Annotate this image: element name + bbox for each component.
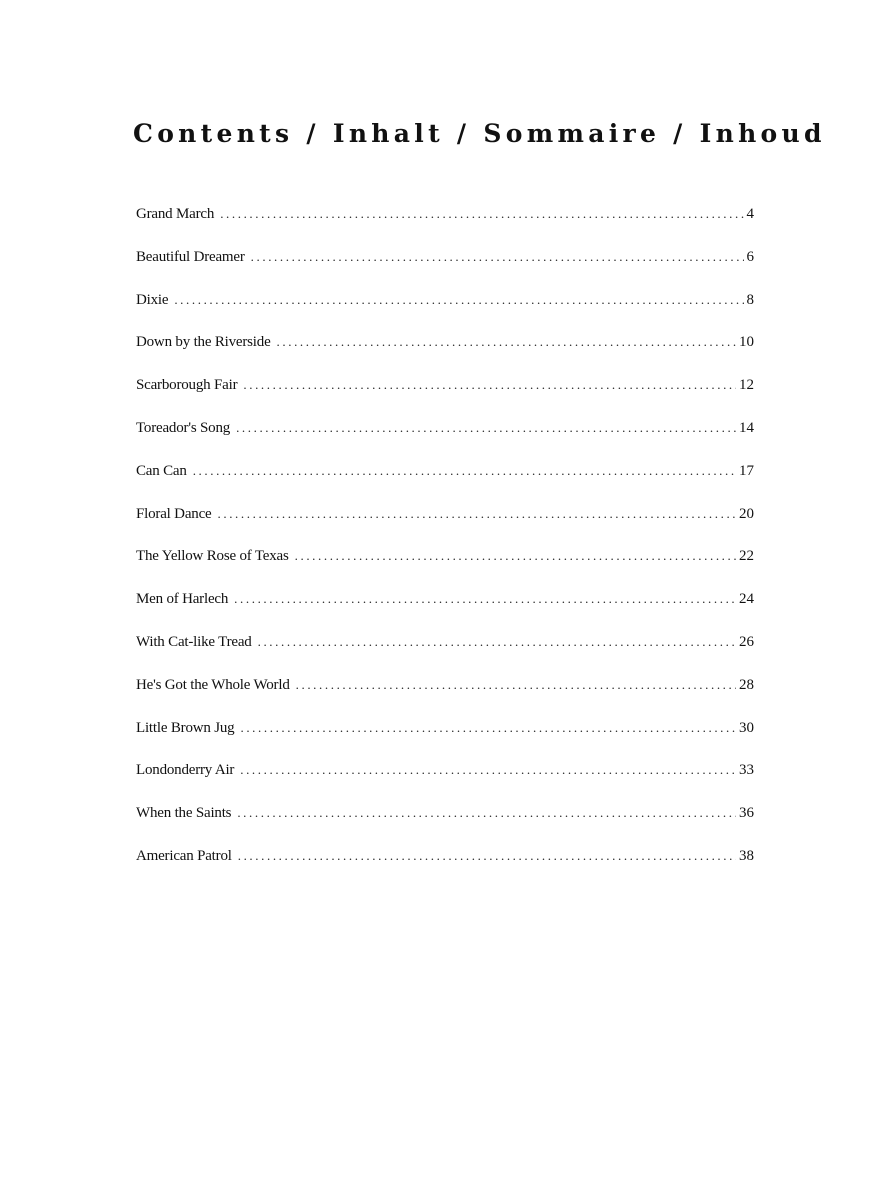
- toc-entry-page: 6: [746, 248, 754, 265]
- toc-entry-page: 20: [739, 505, 754, 522]
- toc-entry[interactable]: [136, 838, 754, 881]
- toc-entry[interactable]: [136, 795, 754, 838]
- toc-entry-page: 38: [739, 847, 754, 864]
- toc-entry-page: 22: [739, 548, 754, 565]
- dot-leader: [258, 624, 736, 660]
- toc-entry-title: Toreador's Song: [136, 419, 231, 436]
- dot-leader: [237, 795, 736, 831]
- dot-leader: [243, 367, 736, 403]
- toc-entry-title: Men of Harlech: [136, 591, 229, 608]
- toc-entry-title: The Yellow Rose of Texas: [136, 548, 289, 565]
- toc-entry[interactable]: [136, 410, 754, 453]
- toc-entry[interactable]: [136, 752, 754, 795]
- dot-leader: [295, 538, 736, 574]
- toc-entry-page: 14: [739, 419, 754, 436]
- dot-leader: [174, 282, 743, 318]
- toc-entry-title: He's Got the Whole World: [136, 676, 290, 693]
- toc-entry-title: Little Brown Jug: [136, 719, 235, 736]
- toc-entry[interactable]: [136, 196, 754, 239]
- toc-entry-page: 30: [739, 719, 754, 736]
- dot-leader: [234, 581, 736, 617]
- toc-entry-title: When the Saints: [136, 805, 232, 822]
- toc-entry[interactable]: [136, 538, 754, 581]
- dot-leader: [296, 667, 736, 703]
- toc-entry[interactable]: [136, 710, 754, 753]
- toc-entry-title: American Patrol: [136, 847, 232, 864]
- toc-entry[interactable]: [136, 282, 754, 325]
- dot-leader: [193, 453, 736, 489]
- dot-leader: [240, 752, 736, 788]
- dot-leader: [236, 410, 736, 446]
- toc-entry-page: 8: [746, 291, 754, 308]
- toc-entry[interactable]: [136, 324, 754, 367]
- toc-entry[interactable]: [136, 239, 754, 282]
- table-of-contents: [136, 196, 754, 881]
- toc-entry[interactable]: [136, 496, 754, 539]
- toc-entry-title: Floral Dance: [136, 505, 212, 522]
- toc-entry-title: Dixie: [136, 291, 169, 308]
- dot-leader: [277, 324, 736, 360]
- toc-entry-page: 10: [739, 334, 754, 351]
- toc-entry-page: 33: [739, 762, 754, 779]
- toc-entry[interactable]: [136, 453, 754, 496]
- toc-entry-page: 12: [739, 377, 754, 394]
- dot-leader: [218, 496, 737, 532]
- toc-entry-title: Can Can: [136, 462, 187, 479]
- toc-entry[interactable]: [136, 624, 754, 667]
- toc-entry[interactable]: [136, 581, 754, 624]
- dot-leader: [220, 196, 743, 232]
- toc-entry-title: Beautiful Dreamer: [136, 248, 245, 265]
- toc-entry-title: With Cat-like Tread: [136, 633, 252, 650]
- toc-entry-title: Scarborough Fair: [136, 377, 238, 394]
- dot-leader: [251, 239, 744, 275]
- toc-entry-title: Down by the Riverside: [136, 334, 271, 351]
- page-title: Contents / Inhalt / Sommaire / Inhoud: [133, 119, 826, 148]
- toc-entry-page: 24: [739, 591, 754, 608]
- toc-entry[interactable]: [136, 367, 754, 410]
- toc-entry-page: 26: [739, 633, 754, 650]
- toc-entry-title: Grand March: [136, 206, 215, 222]
- toc-entry[interactable]: [136, 667, 754, 710]
- toc-entry-title: Londonderry Air: [136, 762, 235, 779]
- toc-entry-page: 28: [739, 676, 754, 693]
- toc-entry-page: 4: [746, 206, 754, 222]
- dot-leader: [238, 838, 736, 874]
- toc-entry-page: 17: [739, 462, 754, 479]
- dot-leader: [240, 710, 736, 746]
- toc-entry-page: 36: [739, 805, 754, 822]
